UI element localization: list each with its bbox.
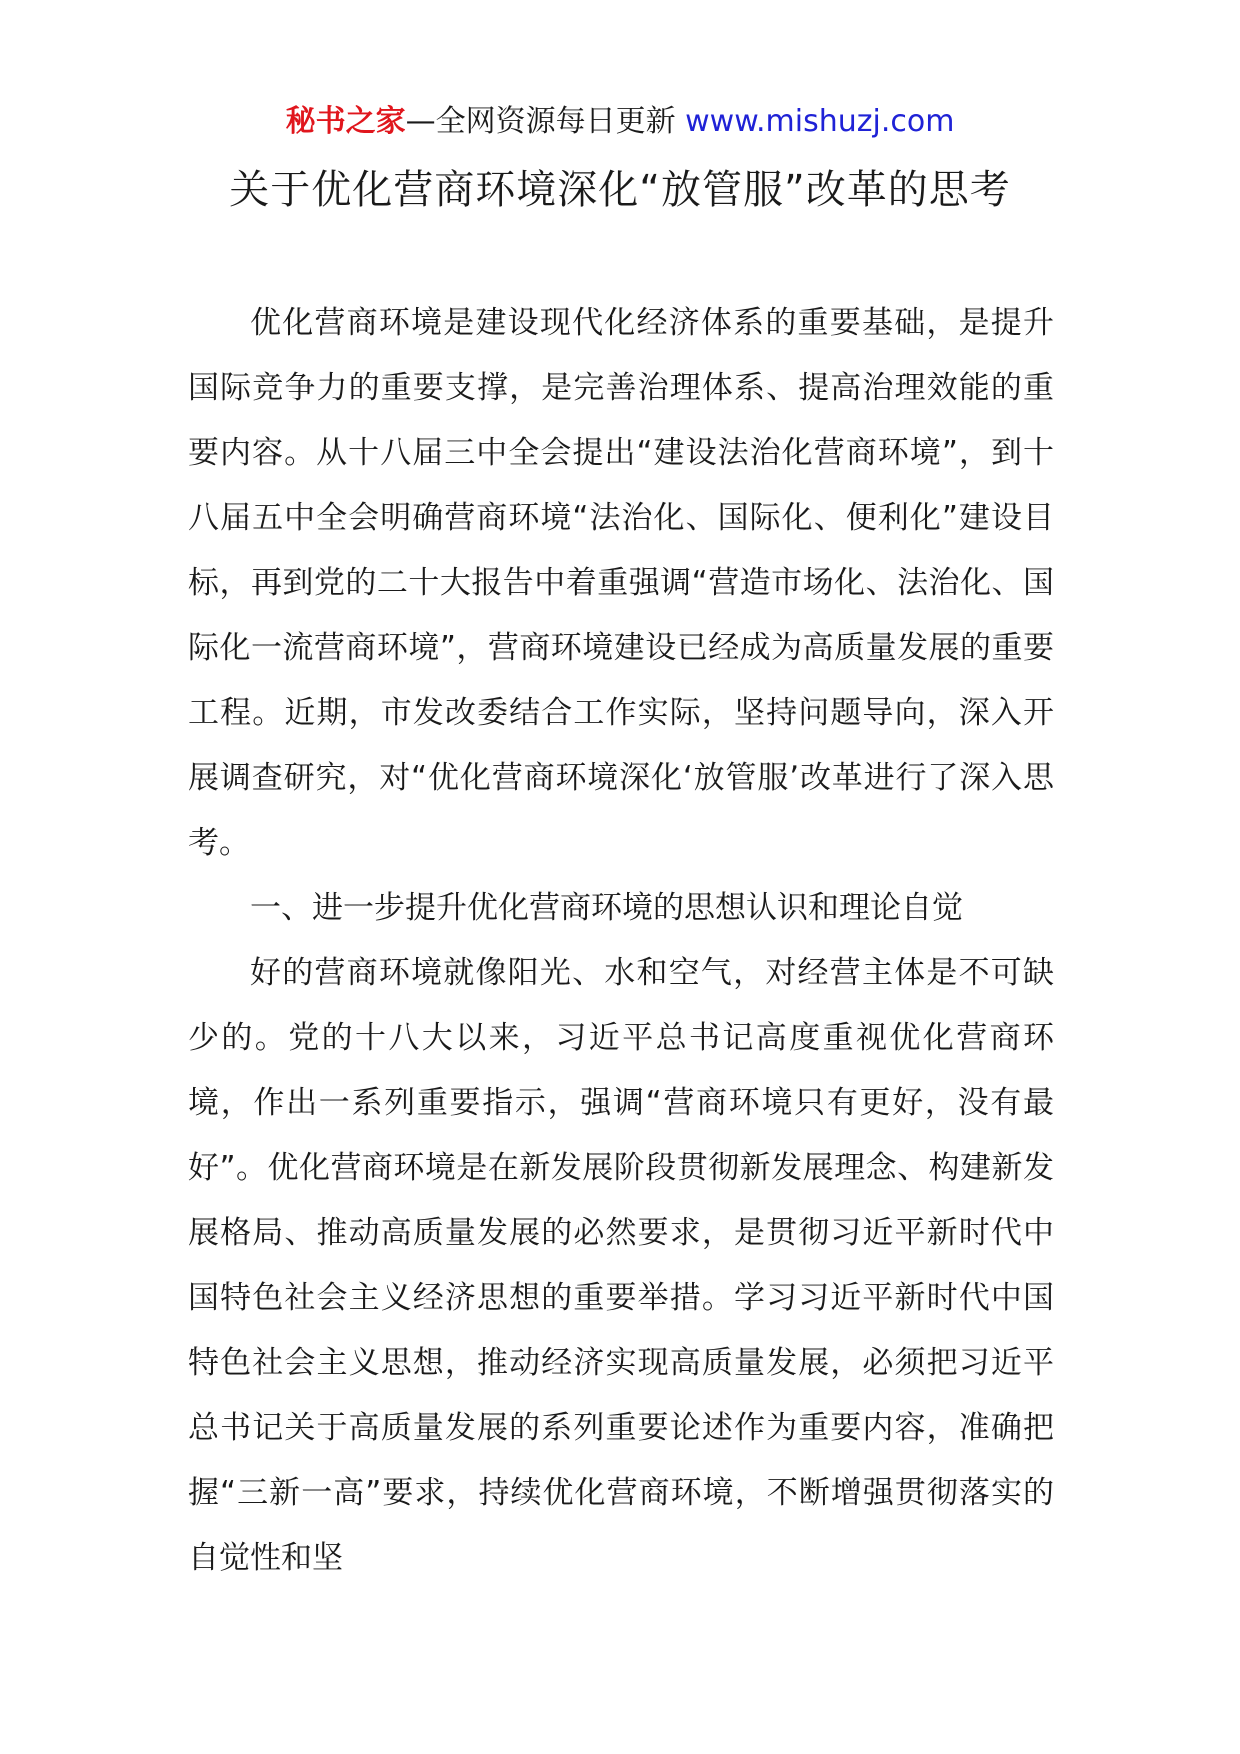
section-paragraph: 好的营商环境就像阳光、水和空气，对经营主体是不可缺少的。党的十八大以来，习近平总书记高度重视优化营商环境，作出一系列重要指示，强调“营商环境只有更好，没有最好”。优化营商环境是在新发展阶段贯彻新发展理念、构建新发展格局、推动高质量发展的必然要求，是贯彻习近平新时代中国特色社会主义经济思想的重要举措。学习习近平新时代中国特色社会主义思想，推动经济实现高质量发展，必须把习近平总书记关于高质量发展的系列重要论述作为重要内容，准确把握“三新一高”要求，持续优化营商环境，不断增强贯彻落实的自觉性和坚 (188, 955, 1054, 1576)
section-heading: 一、进一步提升优化营商环境的思想认识和理论自觉 (250, 890, 963, 926)
banner-tagline: —全网资源每日更新 (405, 104, 686, 139)
document-body (188, 291, 1054, 1591)
intro-paragraph: 优化营商环境是建设现代化经济体系的重要基础，是提升国际竞争力的重要支撑，是完善治理体系、提高治理效能的重要内容。从十八届三中全会提出“建设法治化营商环境”，到十八届五中全会明确营商环境“法治化、国际化、便利化”建设目标，再到党的二十大报告中着重强调“营造市场化、法治化、国际化一流营商环境”，营商环境建设已经成为高质量发展的重要工程。近期，市发改委结合工作实际，坚持问题导向，深入开展调查研究，对“优化营商环境深化‘放管服’改革进行了深入思考。 (188, 305, 1054, 861)
banner-url-link[interactable]: www.mishuzj.com (685, 104, 955, 139)
banner-brand: 秘书之家 (285, 104, 406, 139)
document-title: 关于优化营商环境深化“放管服”改革的思考 (229, 167, 1011, 213)
site-banner (0, 100, 1240, 144)
